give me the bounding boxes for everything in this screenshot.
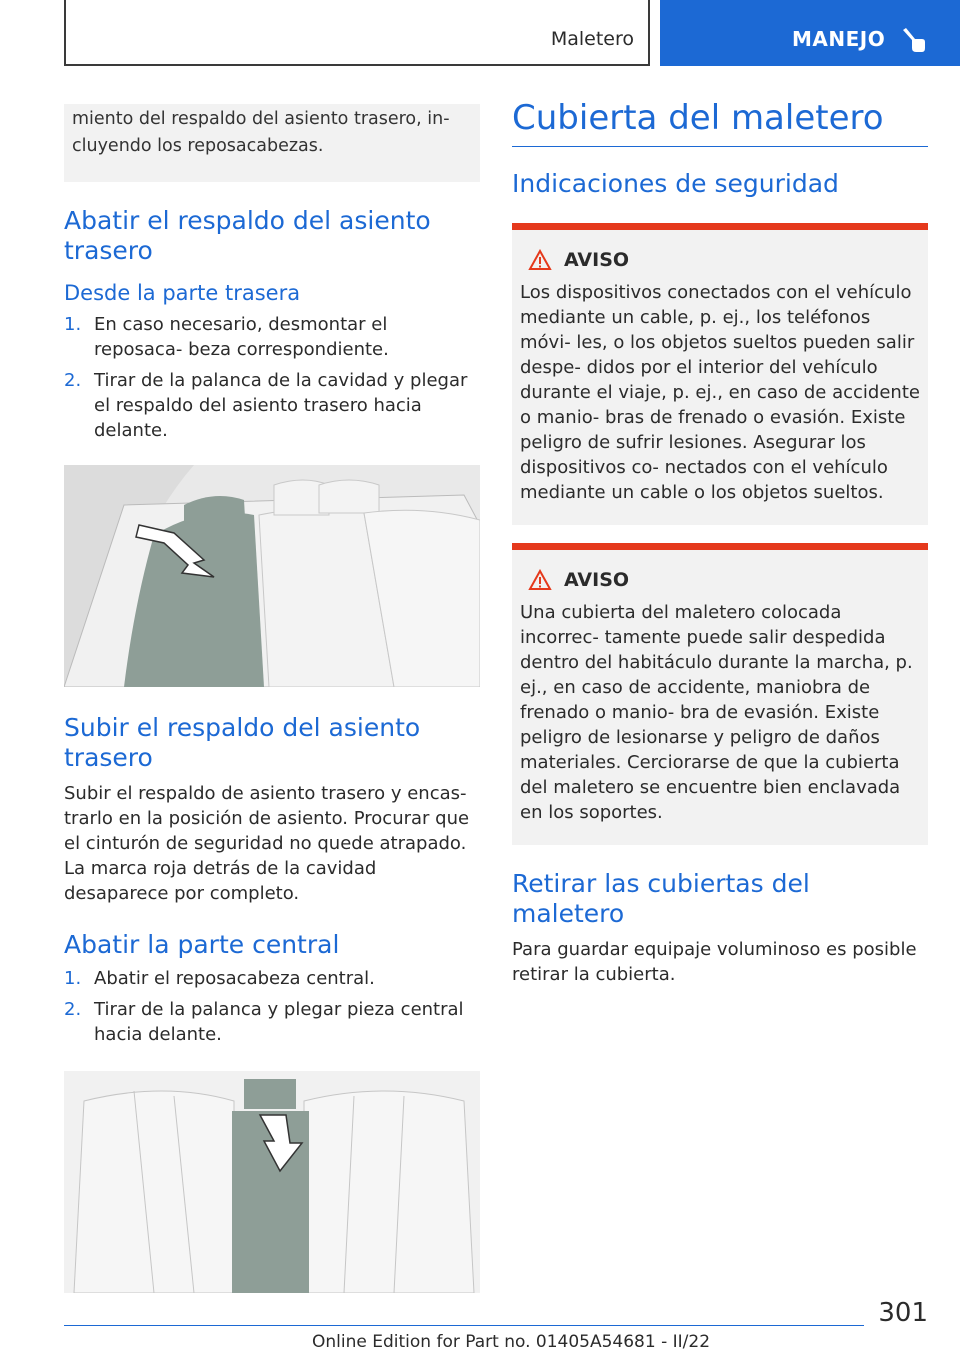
trunk-cover-title: Cubierta del maletero	[512, 96, 928, 147]
header-chapter-label: MANEJO	[792, 27, 886, 51]
warning-label: AVISO	[564, 569, 630, 591]
center-fold-figure	[64, 1071, 480, 1293]
list-item: 2. Tirar de la palanca de la cavidad y plegar el respaldo del asiento trasero hacia delante.	[64, 370, 468, 441]
intro-box	[64, 104, 480, 182]
list-item: 1. Abatir el reposacabeza central.	[64, 968, 375, 989]
header-section-box	[64, 0, 650, 66]
page-number: 301	[878, 1298, 928, 1328]
fold-backrest-title: Abatir el respaldo del asiento trasero	[64, 206, 431, 265]
warning-text: Los dispositivos conectados con el vehículo mediante un cable, p. ej., los teléfonos móvi‐ les, o los objetos sueltos pueden salir despe‐ didos por el interior del vehículo durante el viaje, p. ej., en caso de accidente o manio‐ bras de frenado o evasión. Existe peligro de sufrir lesiones. Asegurar los dispositivos co‐ nectados con el vehículo mediante un cable o los objetos sueltos.	[520, 282, 920, 503]
remove-covers-text: Para guardar equipaje voluminoso es posible retirar la cubierta.	[512, 939, 917, 985]
rear-seat-illustration	[64, 465, 480, 687]
footer-edition: Online Edition for Part no. 01405A54681 - II/22	[312, 1332, 711, 1352]
warning-label: AVISO	[564, 249, 630, 271]
center-steps-list	[64, 966, 480, 1047]
fold-steps-list	[64, 312, 480, 443]
raise-backrest-title: Subir el respaldo del asiento trasero	[64, 713, 421, 772]
left-column	[64, 104, 480, 1293]
right-column	[512, 96, 928, 987]
list-item: 2. Tirar de la palanca y plegar pieza central hacia delante.	[64, 999, 464, 1045]
footer-divider	[64, 1325, 864, 1326]
warning-triangle-icon	[528, 569, 552, 591]
header-chapter-tab[interactable]	[660, 0, 960, 66]
steering-hand-icon	[900, 26, 926, 54]
list-item: 1. En caso necesario, desmontar el reposaca‐ beza correspondiente.	[64, 314, 389, 360]
warning-triangle-icon	[528, 249, 552, 271]
rear-seat-fold-figure	[64, 465, 480, 687]
center-seat-illustration	[64, 1071, 480, 1293]
warning-box	[512, 543, 928, 845]
center-fold-title: Abatir la parte central	[64, 930, 340, 959]
warning-box	[512, 223, 928, 525]
from-rear-title: Desde la parte trasera	[64, 281, 301, 305]
remove-covers-title: Retirar las cubiertas del maletero	[512, 869, 810, 928]
intro-text: miento del respaldo del asiento trasero, in‐ cluyendo los reposacabezas.	[72, 109, 450, 156]
safety-notes-title: Indicaciones de seguridad	[512, 169, 839, 198]
header-section-title: Maletero	[550, 28, 634, 50]
warning-text: Una cubierta del maletero colocada incorrec‐ tamente puede salir despedida dentro del habitáculo durante la marcha, p. ej., en caso de accidente, maniobra de frenado o manio‐ bra de evasión. Existe peligro de lesionarse y peligro de daños materiales. Cerciorarse de que la cubierta del maletero se encuentre bien enclavada en los soportes.	[520, 602, 913, 823]
raise-backrest-text: Subir el respaldo de asiento trasero y encas‐ trarlo en la posición de asiento. Procurar que el cinturón de seguridad no quede atrapado. La marca roja detrás de la cavidad desaparece por completo.	[64, 783, 470, 904]
